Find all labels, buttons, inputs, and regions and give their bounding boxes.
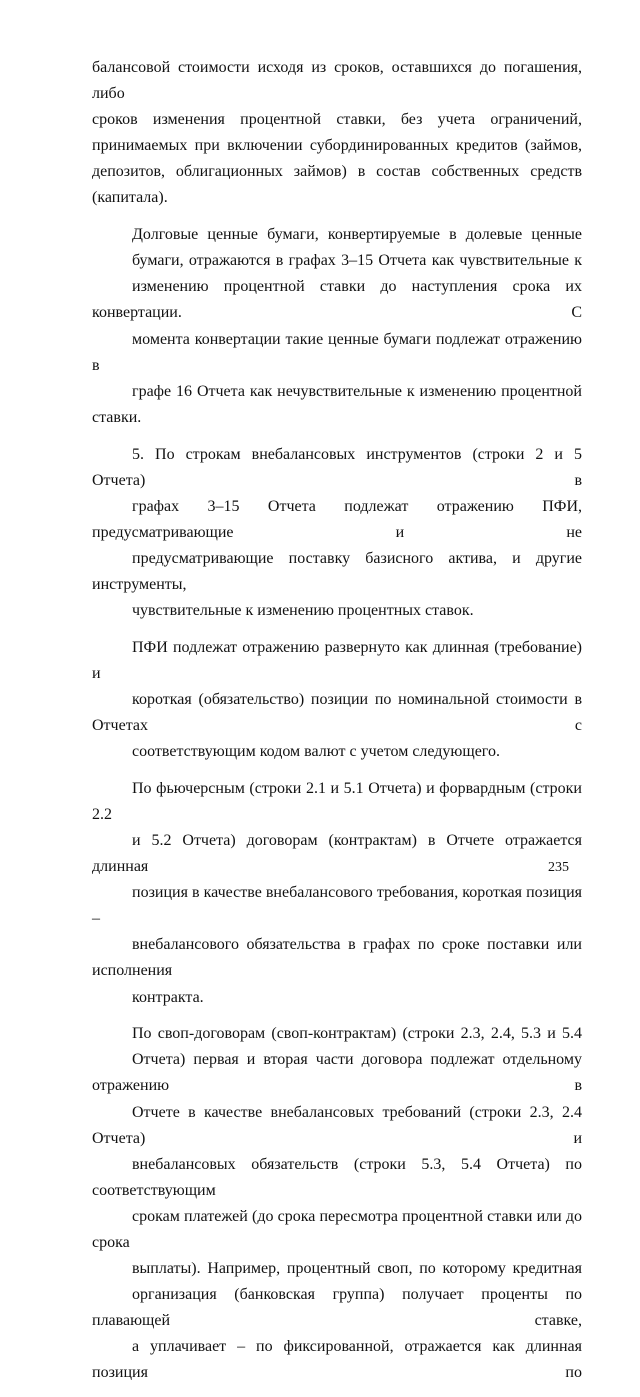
text-line: позиция в качестве внебалансового требования, короткая позиция – xyxy=(92,884,582,928)
text-line: изменению процентной ставки до наступления срока их конвертации. С xyxy=(92,278,582,322)
text-line: балансовой стоимости исходя из сроков, оставшихся до погашения, либо xyxy=(92,59,582,103)
text-line: графе 16 Отчета как нечувствительные к изменению процентной ставки. xyxy=(92,382,582,426)
paragraph xyxy=(92,1021,582,1386)
page-number: 235 xyxy=(548,860,569,875)
text-line: По фьючерсным (строки 2.1 и 5.1 Отчета) и форвардным (строки 2.2 xyxy=(92,779,582,823)
text-line: бумаги, отражаются в графах 3–15 Отчета как чувствительные к xyxy=(132,252,582,270)
text-line: соответствующим кодом валют с учетом следующего. xyxy=(132,743,500,761)
text-line: а уплачивает – по фиксированной, отражается как длинная позиция по xyxy=(92,1338,582,1382)
text-line: сроков изменения процентной ставки, без учета ограничений, xyxy=(92,111,582,129)
text-line: организация (банковская группа) получает проценты по плавающей ставке, xyxy=(92,1286,582,1330)
paragraph xyxy=(92,635,582,765)
text-line: (капитала). xyxy=(92,189,168,207)
text-line: и 5.2 Отчета) договорам (контрактам) в Отчете отражается длинная xyxy=(92,832,582,876)
text-line: срокам платежей (до срока пересмотра процентной ставки или до срока xyxy=(92,1207,582,1251)
text-line: ПФИ подлежат отражению развернуто как длинная (требование) и xyxy=(92,638,582,682)
text-line: внебалансовых обязательств (строки 5.3, 5.4 Отчета) по соответствующим xyxy=(92,1155,582,1199)
text-line: контракта. xyxy=(132,988,204,1006)
text-line: Отчете в качестве внебалансовых требований (строки 2.3, 2.4 Отчета) и xyxy=(92,1103,582,1147)
text-line: депозитов, облигационных займов) в состав собственных средств xyxy=(92,163,582,181)
paragraph xyxy=(92,776,582,1011)
text-line: По своп-договорам (своп-контрактам) (строки 2.3, 2.4, 5.3 и 5.4 xyxy=(132,1025,582,1043)
text-line: Отчета) первая и вторая части договора подлежат отдельному отражению в xyxy=(92,1051,582,1095)
text-line: короткая (обязательство) позиции по номинальной стоимости в Отчетах с xyxy=(92,690,582,735)
paragraph xyxy=(92,222,582,431)
text-line: Долговые ценные бумаги, конвертируемые в долевые ценные xyxy=(132,226,582,244)
text-line: выплаты). Например, процентный своп, по которому кредитная xyxy=(132,1260,582,1278)
text-line: момента конвертации такие ценные бумаги подлежат отражению в xyxy=(92,330,582,374)
text-line: чувствительные к изменению процентных ставок. xyxy=(132,602,474,620)
document-body xyxy=(92,55,582,1397)
paragraph xyxy=(92,55,582,212)
text-line: графах 3–15 Отчета подлежат отражению ПФИ, предусматривающие и не xyxy=(92,497,582,541)
text-line: предусматривающие поставку базисного актива, и другие инструменты, xyxy=(92,549,582,593)
paragraph xyxy=(92,442,582,625)
text-line: 5. По строкам внебалансовых инструментов (строки 2 и 5 Отчета) в xyxy=(92,445,582,489)
text-line: внебалансового обязательства в графах по сроке поставки или исполнения xyxy=(92,936,582,980)
text-line: принимаемых при включении субординированных кредитов (займов, xyxy=(92,137,582,155)
